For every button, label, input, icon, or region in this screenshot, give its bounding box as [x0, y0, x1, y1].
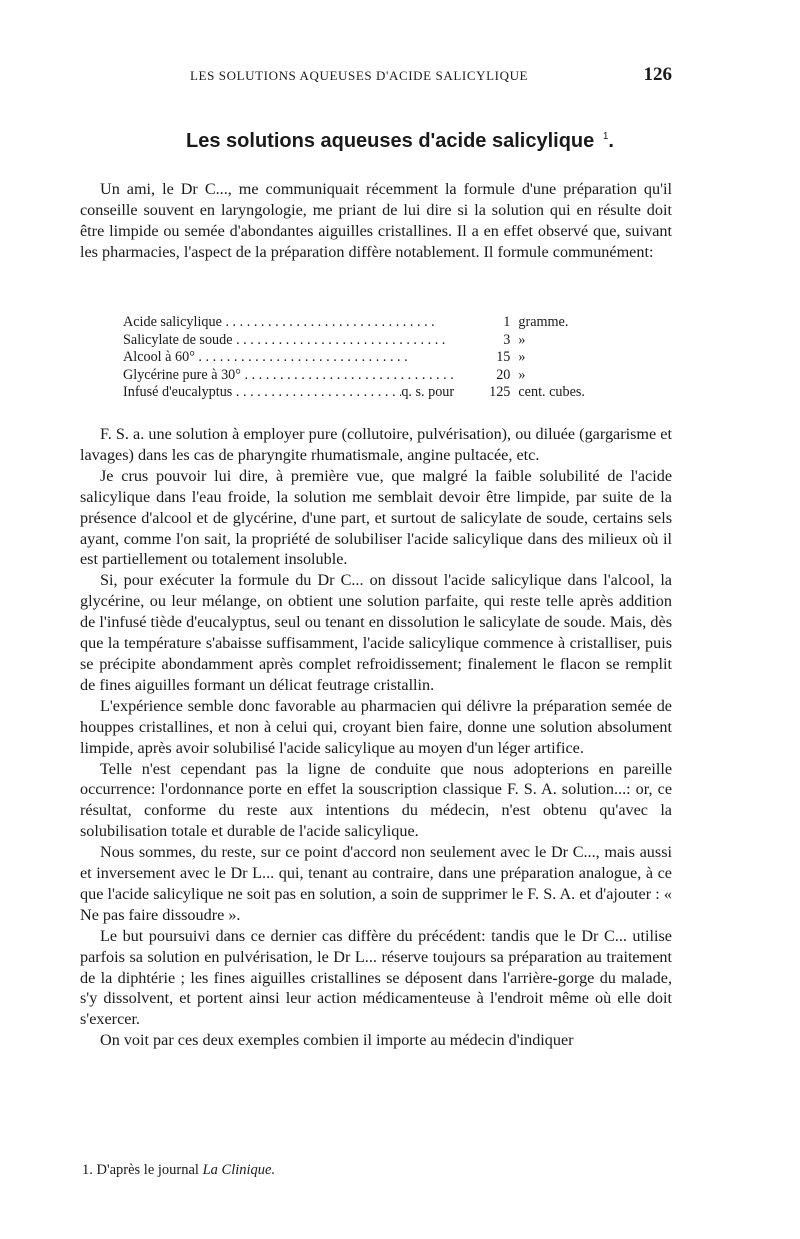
formula-row — [123, 332, 603, 350]
paragraph: Le but poursuivi dans ce dernier cas diffère du précédent: tandis que le Dr C... utilise parfois sa solution en pulvérisation, le Dr L... réserve toujours sa préparation au traitement de la diphtérie ; les fines aiguilles cristallines se déposent dans l'arrière-gorge du malade, s'y dissolvent, et portent ainsi leur action médicamenteuse à l'endroit même où elle doit s'exercer. — [80, 926, 672, 1029]
formula-row — [123, 384, 603, 402]
ingredient-name: Glycérine pure à 30° . . . — [123, 367, 473, 385]
title-end: . — [608, 130, 614, 152]
ingredient-name: Infusé d'eucalyptus . . . — [123, 384, 401, 402]
paragraph: On voit par ces deux exemples combien il importe au médecin d'indiquer — [100, 1031, 574, 1050]
paragraph: Telle n'est cependant pas la ligne de conduite que nous adopterions en pareille occurrence: l'ordonnance porte en effet la souscription classique F. S. A. solution...: or, ce résultat, conforme du reste aux intentions du médecin, n'est obtenu qu'avec la solubilisation totale et durable de l'acide salicylique. — [80, 759, 672, 841]
ingredient-name: Alcool à 60° . . . — [123, 349, 473, 367]
paragraph: F. S. a. une solution à employer pure (collutoire, pulvérisation), ou diluée (gargarisme et lavages) dans les cas de pharyngite rhumatismale, angine pultacée, etc. — [80, 425, 672, 464]
paragraph: Un ami, le Dr C..., me communiquait récemment la formule d'une préparation qu'il conseille souvent en laryngologie, me priant de lui dire si la solution qui en résulte doit être limpide ou semée d'abondantes aiguilles cristallines. Il a en effet observé que, suivant les pharmacies, l'aspect de la préparation diffère notablement. Il formule communément: — [80, 180, 672, 261]
article-title-text: Les solutions aqueuses d'acide salicylique — [186, 130, 595, 152]
paragraph: L'expérience semble donc favorable au pharmacien qui délivre la préparation semée de houppes cristallines, et non à celui qui, croyant bien faire, donne une solution absolument limpide, après avoir solubilisé l'acide salicylique au moyen d'un léger artifice. — [80, 696, 672, 757]
title-footnote-mark: 1 — [602, 131, 609, 143]
ingredient-quantity: 20 — [496, 366, 511, 383]
page-number: 126 — [643, 64, 672, 85]
ingredient-unit: » — [518, 366, 526, 383]
paragraph: Nous sommes, du reste, sur ce point d'accord non seulement avec le Dr C..., mais aussi et inversement avec le Dr L... qui, tenant au contraire, dans une préparation analogue, à ce que l'acide salicylique ne soit pas en solution, a soin de supprimer le F. S. A. et d'ajouter : « Ne pas faire dissoudre ». — [80, 843, 672, 924]
prescription-formula — [123, 314, 603, 402]
ingredient-quantity: 1 — [503, 314, 511, 330]
ingredient-unit: cent. cubes. — [518, 384, 585, 401]
ingredient-qs: q. s. pour — [401, 384, 455, 401]
ingredient-quantity: 3 — [503, 331, 511, 348]
ingredient-quantity: 15 — [496, 349, 511, 366]
footnote-text: D'après le journal — [96, 1162, 199, 1178]
paragraph: Je crus pouvoir lui dire, à première vue, que malgré la faible solubilité de l'acide salicylique dans l'eau froide, la solution me semblait devoir être limpide, par suite de la présence d'alcool et de glycérine, d'une part, et surtout de salicylate de soude, certains sels ayant, comme l'on sait, la propriété de solubiliser l'acide salicylique dans des milieux où il est partiellement ou totalement insoluble. — [80, 466, 672, 569]
article-title — [0, 130, 800, 153]
formula-row — [123, 349, 603, 367]
running-title: LES SOLUTIONS AQUEUSES D'ACIDE SALICYLIQUE — [190, 68, 529, 83]
paragraph: Si, pour exécuter la formule du Dr C... on dissout l'acide salicylique dans l'alcool, la glycérine, ou leur mélange, on obtient une solution parfaite, qui reste telle après addition de l'infusé tiède d'eucalyptus, seul ou tenant en dissolution le salicylate de soude. Mais, dès que la température s'abaisse suffisamment, l'acide salicylique commence à cristalliser, puis se précipite abondamment après complet refroidissement; finalement le flacon se remplit de fines aiguilles formant un délicat feutrage cristallin. — [80, 571, 672, 694]
footnote — [82, 1162, 275, 1179]
footnote-source: La Clinique. — [202, 1162, 276, 1178]
ingredient-name: Acide salicylique . . . — [123, 314, 473, 332]
ingredient-quantity: 125 — [489, 384, 511, 401]
ingredient-unit: gramme. — [518, 314, 569, 330]
intro-text — [80, 179, 672, 263]
running-header — [82, 64, 672, 86]
formula-row — [123, 314, 603, 332]
ingredient-name: Salicylate de soude . . . — [123, 332, 473, 350]
ingredient-unit: » — [518, 349, 526, 366]
main-text — [80, 424, 672, 1051]
formula-row — [123, 367, 603, 385]
footnote-number: 1. — [82, 1162, 93, 1178]
ingredient-unit: » — [518, 331, 526, 348]
